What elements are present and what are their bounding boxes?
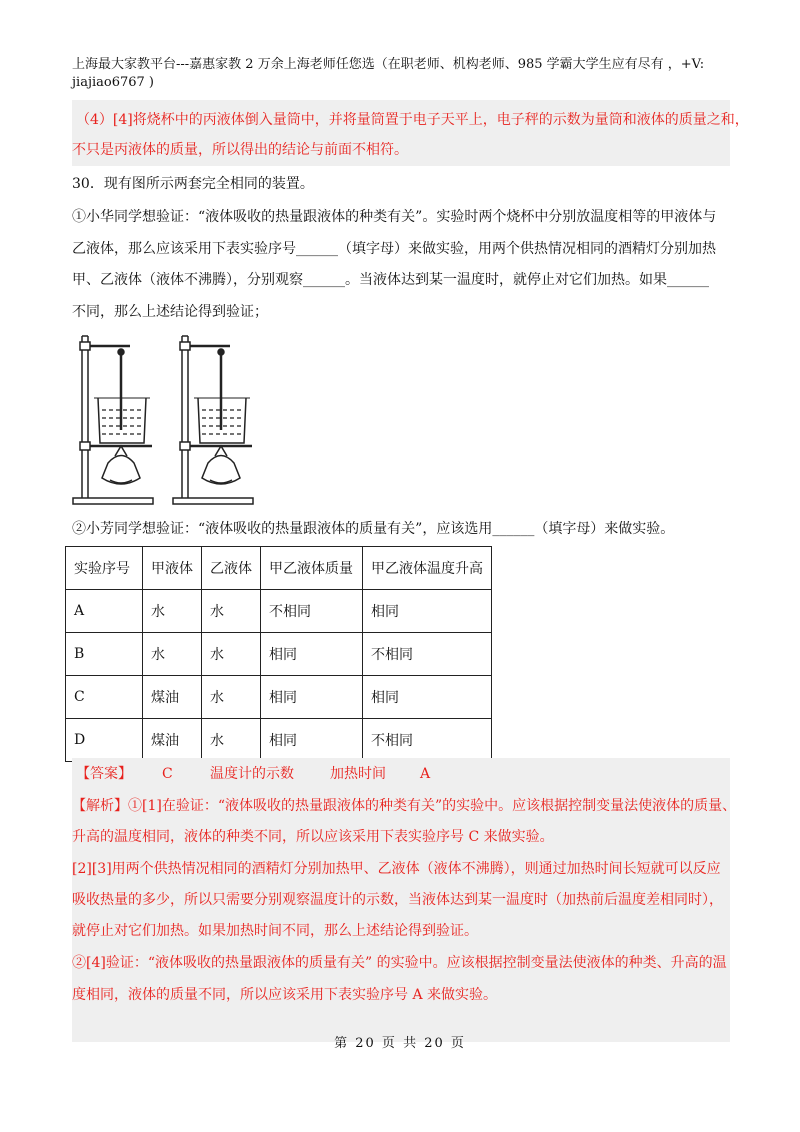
prev-answer-line-1: （4）[4]将烧杯中的丙液体倒入量筒中，并将量筒置于电子天平上，电子秤的示数为量筒和液体的质量之和， xyxy=(76,112,749,128)
table-row xyxy=(66,676,492,719)
table-cell: 相同 xyxy=(363,676,492,719)
analysis-line-1: 【解析】①[1]在验证：“液体吸收的热量跟液体的种类有关”的实验中。应该根据控制变量法使液体的质量、 xyxy=(72,798,737,814)
analysis-line-7: 度相同，液体的质量不同，所以应该采用下表实验序号 A 来做实验。 xyxy=(72,987,498,1003)
table-row xyxy=(66,590,492,633)
table-cell: 相同 xyxy=(261,633,363,676)
table-header-cell: 甲液体 xyxy=(143,547,202,590)
analysis-line-5: 就停止对它们加热。如果加热时间不同，那么上述结论得到验证。 xyxy=(72,923,478,939)
table-cell: 相同 xyxy=(261,676,363,719)
table-cell: A xyxy=(66,590,143,633)
table-cell: 水 xyxy=(143,633,202,676)
table-cell: 水 xyxy=(202,676,261,719)
table-cell: 水 xyxy=(202,633,261,676)
answer-label: 【答案】 xyxy=(76,766,132,782)
table-header-row xyxy=(66,547,492,590)
table-cell: 不相同 xyxy=(363,633,492,676)
answer-item-2: 温度计的示数 xyxy=(210,766,294,782)
table-header-cell: 甲乙液体温度升高 xyxy=(363,547,492,590)
answer-item-4: A xyxy=(420,766,431,782)
table-cell: D xyxy=(66,719,143,762)
page-footer: 第 20 页 共 20 页 xyxy=(334,1036,466,1051)
table-row xyxy=(66,719,492,762)
question-p2: ②小芳同学想验证：“液体吸收的热量跟液体的质量有关”，应该选用______（填字母）来做实验。 xyxy=(72,521,675,537)
question-title: 30．现有图所示两套完全相同的装置。 xyxy=(72,176,314,192)
table-header-cell: 实验序号 xyxy=(66,547,143,590)
table-cell: 煤油 xyxy=(143,676,202,719)
table-cell: 不相同 xyxy=(363,719,492,762)
header-line-2: jiajiao6767 ) xyxy=(72,75,154,90)
table-cell: 相同 xyxy=(261,719,363,762)
apparatus-right xyxy=(173,336,253,504)
table-cell: 水 xyxy=(202,719,261,762)
question-p1-line-3: 甲、乙液体（液体不沸腾），分别观察______。当液体达到某一温度时，就停止对它们加热。如果______ xyxy=(72,272,709,288)
header-line-1: 上海最大家教平台---嘉惠家教 2 万余上海老师任您选（在职老师、机构老师、985 学霸大学生应有尽有 ，+V: xyxy=(72,57,705,72)
question-p1-line-2: 乙液体，那么应该采用下表实验序号______（填字母）来做实验，用两个供热情况相同的酒精灯分别加热 xyxy=(72,241,716,257)
question-p1-line-1: ①小华同学想验证：“液体吸收的热量跟液体的种类有关”。实验时两个烧杯中分别放温度相等的甲液体与 xyxy=(72,209,717,225)
analysis-line-2: 升高的温度相同，液体的种类不同，所以应该采用下表实验序号 C 来做实验。 xyxy=(72,829,554,845)
experiment-table xyxy=(65,546,492,762)
analysis-line-4: 吸收热量的多少，所以只需要分别观察温度计的示数，当液体达到某一温度时（加热前后温度差相同时）， xyxy=(72,892,723,908)
table-header-cell: 甲乙液体质量 xyxy=(261,547,363,590)
table-cell: 水 xyxy=(202,590,261,633)
answer-item-1: C xyxy=(162,766,173,782)
table-cell: B xyxy=(66,633,143,676)
table-header-cell: 乙液体 xyxy=(202,547,261,590)
answer-item-3: 加热时间 xyxy=(330,766,386,782)
table-cell: 不相同 xyxy=(261,590,363,633)
apparatus-figure xyxy=(70,328,270,508)
table-cell: 相同 xyxy=(363,590,492,633)
question-p1-line-4: 不同，那么上述结论得到验证； xyxy=(72,304,268,320)
prev-answer-line-2: 不只是丙液体的质量，所以得出的结论与前面不相符。 xyxy=(72,142,408,158)
table-cell: 煤油 xyxy=(143,719,202,762)
table-cell: C xyxy=(66,676,143,719)
analysis-line-6: ②[4]验证：“液体吸收的热量跟液体的质量有关” 的实验中。应该根据控制变量法使液体的种类、升高的温 xyxy=(72,955,727,971)
apparatus-left xyxy=(73,336,153,504)
table-row xyxy=(66,633,492,676)
analysis-line-3: [2][3]用两个供热情况相同的酒精灯分别加热甲、乙液体（液体不沸腾），则通过加热时间长短就可以反应 xyxy=(72,861,721,877)
table-cell: 水 xyxy=(143,590,202,633)
